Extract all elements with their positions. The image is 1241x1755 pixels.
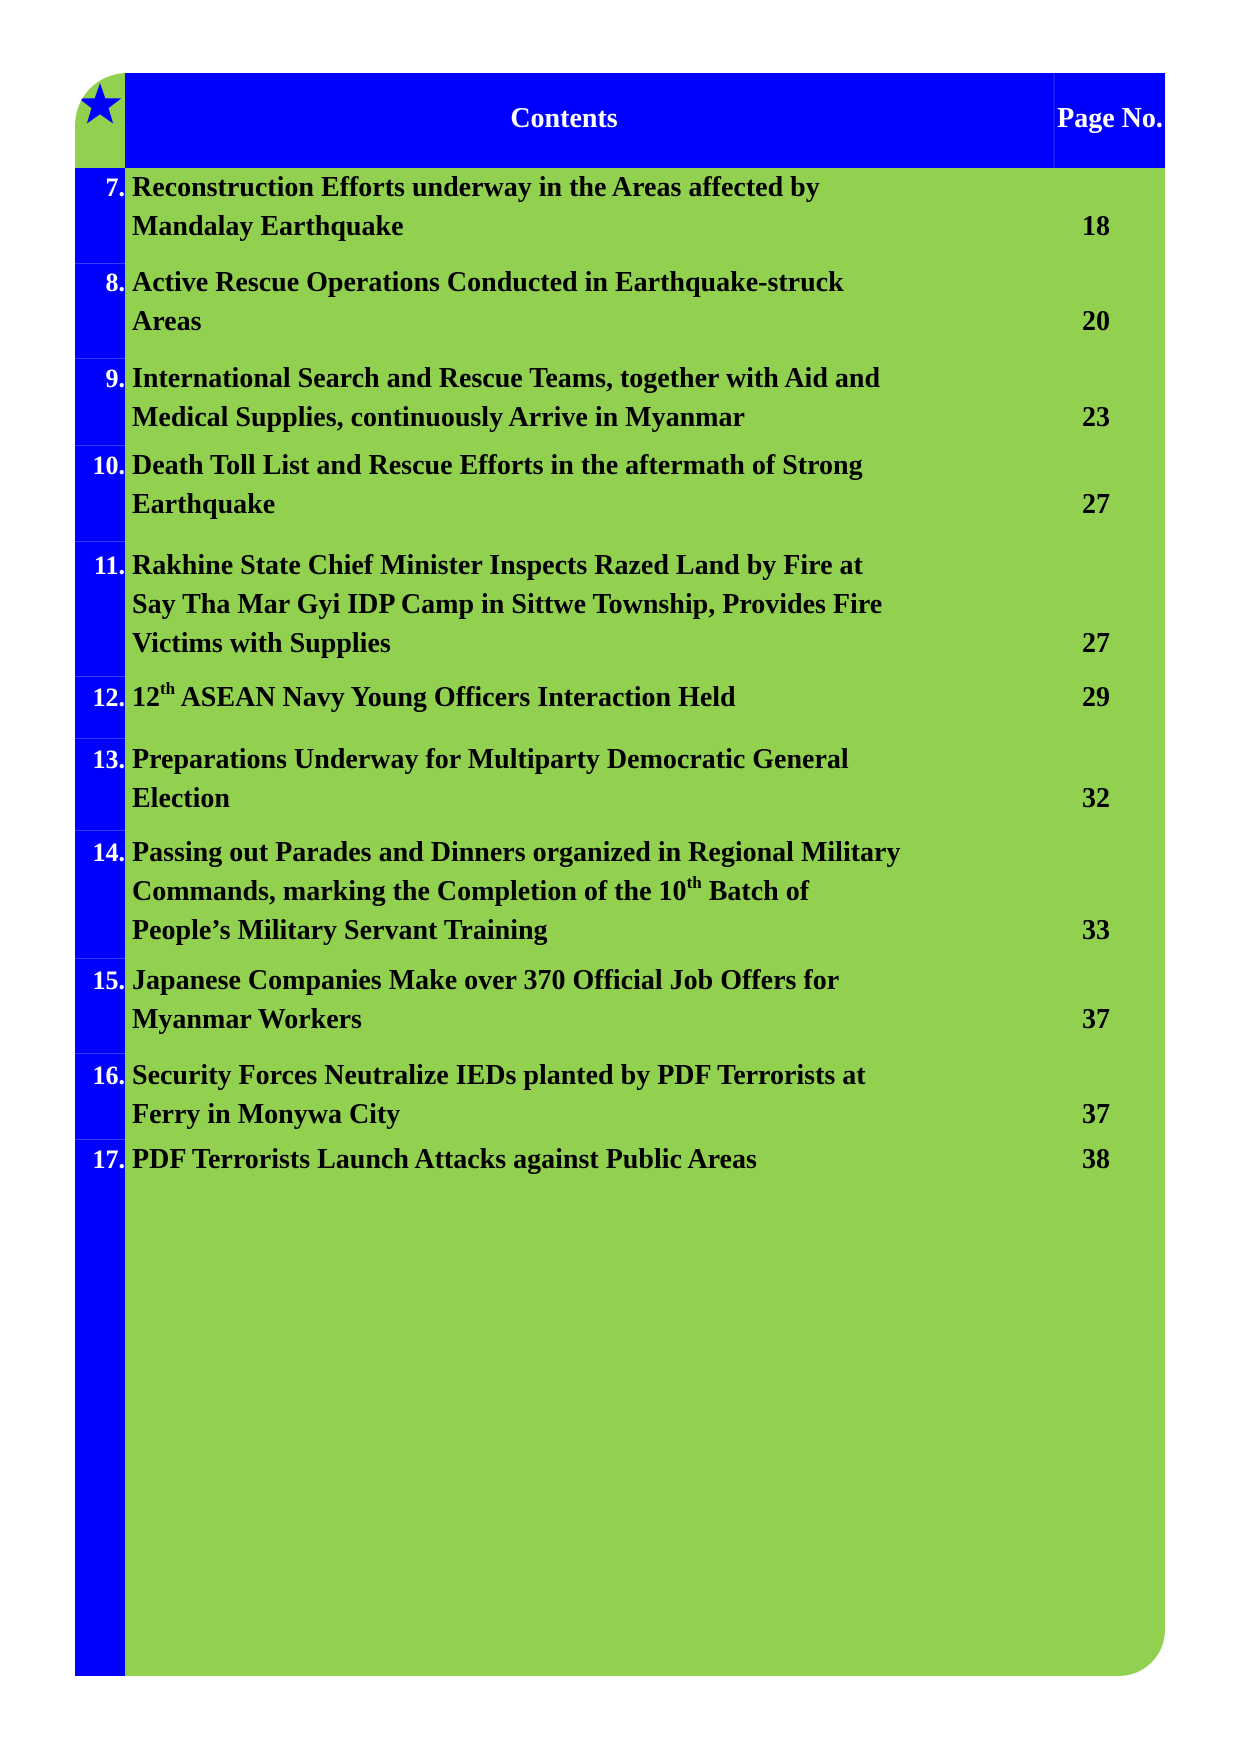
row-separator <box>75 738 125 739</box>
entry-title <box>132 833 972 950</box>
entry-title-line: Death Toll List and Rescue Efforts in the aftermath of Strong <box>132 450 863 481</box>
entry-title <box>132 961 972 1039</box>
entry-title <box>132 740 972 818</box>
entry-page-number: 23 <box>1082 402 1110 433</box>
row-separator <box>75 830 125 831</box>
entry-title-line: Reconstruction Efforts underway in the Areas affected by <box>132 172 820 203</box>
entry-title <box>132 263 972 341</box>
star-icon <box>77 81 123 127</box>
entry-page-number: 37 <box>1082 1099 1110 1130</box>
entry-title-line: Active Rescue Operations Conducted in Earthquake-struck <box>132 267 844 298</box>
row-separator <box>75 958 125 959</box>
entry-title-line: Medical Supplies, continuously Arrive in Myanmar <box>132 402 745 433</box>
entry-page-number: 38 <box>1082 1144 1110 1175</box>
entry-page-number: 29 <box>1082 682 1110 713</box>
entry-page-number: 27 <box>1082 489 1110 520</box>
entry-title-line: Areas <box>132 306 202 337</box>
row-separator <box>75 676 125 677</box>
entry-title-text: Commands, marking the Completion of the 10 <box>132 876 687 907</box>
entry-title-line: Mandalay Earthquake <box>132 211 404 242</box>
entry-title-line: Preparations Underway for Multiparty Democratic General <box>132 744 849 775</box>
entry-page-number: 33 <box>1082 915 1110 946</box>
entry-title <box>132 1140 972 1179</box>
entry-title-text: Batch of <box>701 876 810 907</box>
entry-title-line: Myanmar Workers <box>132 1004 362 1035</box>
contents-heading: Contents <box>510 103 618 134</box>
row-separator <box>75 1053 125 1054</box>
entry-title-text: ASEAN Navy Young Officers Interaction Held <box>175 682 736 713</box>
entry-title-line: Earthquake <box>132 489 276 520</box>
entry-number: 17. <box>92 1145 125 1174</box>
entry-title <box>132 546 972 663</box>
entry-number: 13. <box>92 745 125 774</box>
entry-title <box>132 359 972 437</box>
ordinal-suffix: th <box>686 873 702 892</box>
entry-page-number: 20 <box>1082 306 1110 337</box>
toc-panel <box>75 73 1165 1676</box>
entry-number: 10. <box>92 451 125 480</box>
entry-title-text: 12 <box>132 682 160 713</box>
entry-page-number: 18 <box>1082 211 1110 242</box>
entry-title <box>132 678 972 717</box>
star-corner <box>75 73 125 168</box>
entry-title-line <box>132 872 972 911</box>
entry-title-line: Election <box>132 783 230 814</box>
entry-title-line: International Search and Rescue Teams, together with Aid and <box>132 363 881 394</box>
entry-title-line: Passing out Parades and Dinners organized in Regional Military <box>132 837 901 868</box>
entry-title-line: Say Tha Mar Gyi IDP Camp in Sittwe Township, Provides Fire <box>132 589 883 620</box>
entry-page-number: 32 <box>1082 783 1110 814</box>
entry-title <box>132 1056 972 1134</box>
entry-title-line: PDF Terrorists Launch Attacks against Public Areas <box>132 1144 757 1175</box>
entry-title-line: Japanese Companies Make over 370 Official Job Offers for <box>132 965 840 996</box>
row-separator <box>75 541 125 542</box>
entry-title-line: Ferry in Monywa City <box>132 1099 401 1130</box>
entry-title <box>132 168 972 246</box>
entry-title-line: People’s Military Servant Training <box>132 915 548 946</box>
entry-page-number: 37 <box>1082 1004 1110 1035</box>
ordinal-suffix: th <box>160 679 176 698</box>
entry-number: 11. <box>93 551 125 580</box>
entry-number: 15. <box>92 966 125 995</box>
toc-header <box>125 73 1165 168</box>
page-no-heading: Page No. <box>1057 103 1163 134</box>
entry-number: 7. <box>105 173 125 202</box>
entry-title-line: Security Forces Neutralize IEDs planted by PDF Terrorists at <box>132 1060 866 1091</box>
entry-title <box>132 446 972 524</box>
entry-number: 16. <box>92 1061 125 1090</box>
entry-page-number: 27 <box>1082 628 1110 659</box>
entry-number: 8. <box>105 268 125 297</box>
entry-number: 12. <box>92 683 125 712</box>
entry-title-line: Rakhine State Chief Minister Inspects Razed Land by Fire at <box>132 550 863 581</box>
entry-title-line: Victims with Supplies <box>132 628 391 659</box>
entry-number: 9. <box>105 364 125 393</box>
entry-number: 14. <box>92 838 125 867</box>
